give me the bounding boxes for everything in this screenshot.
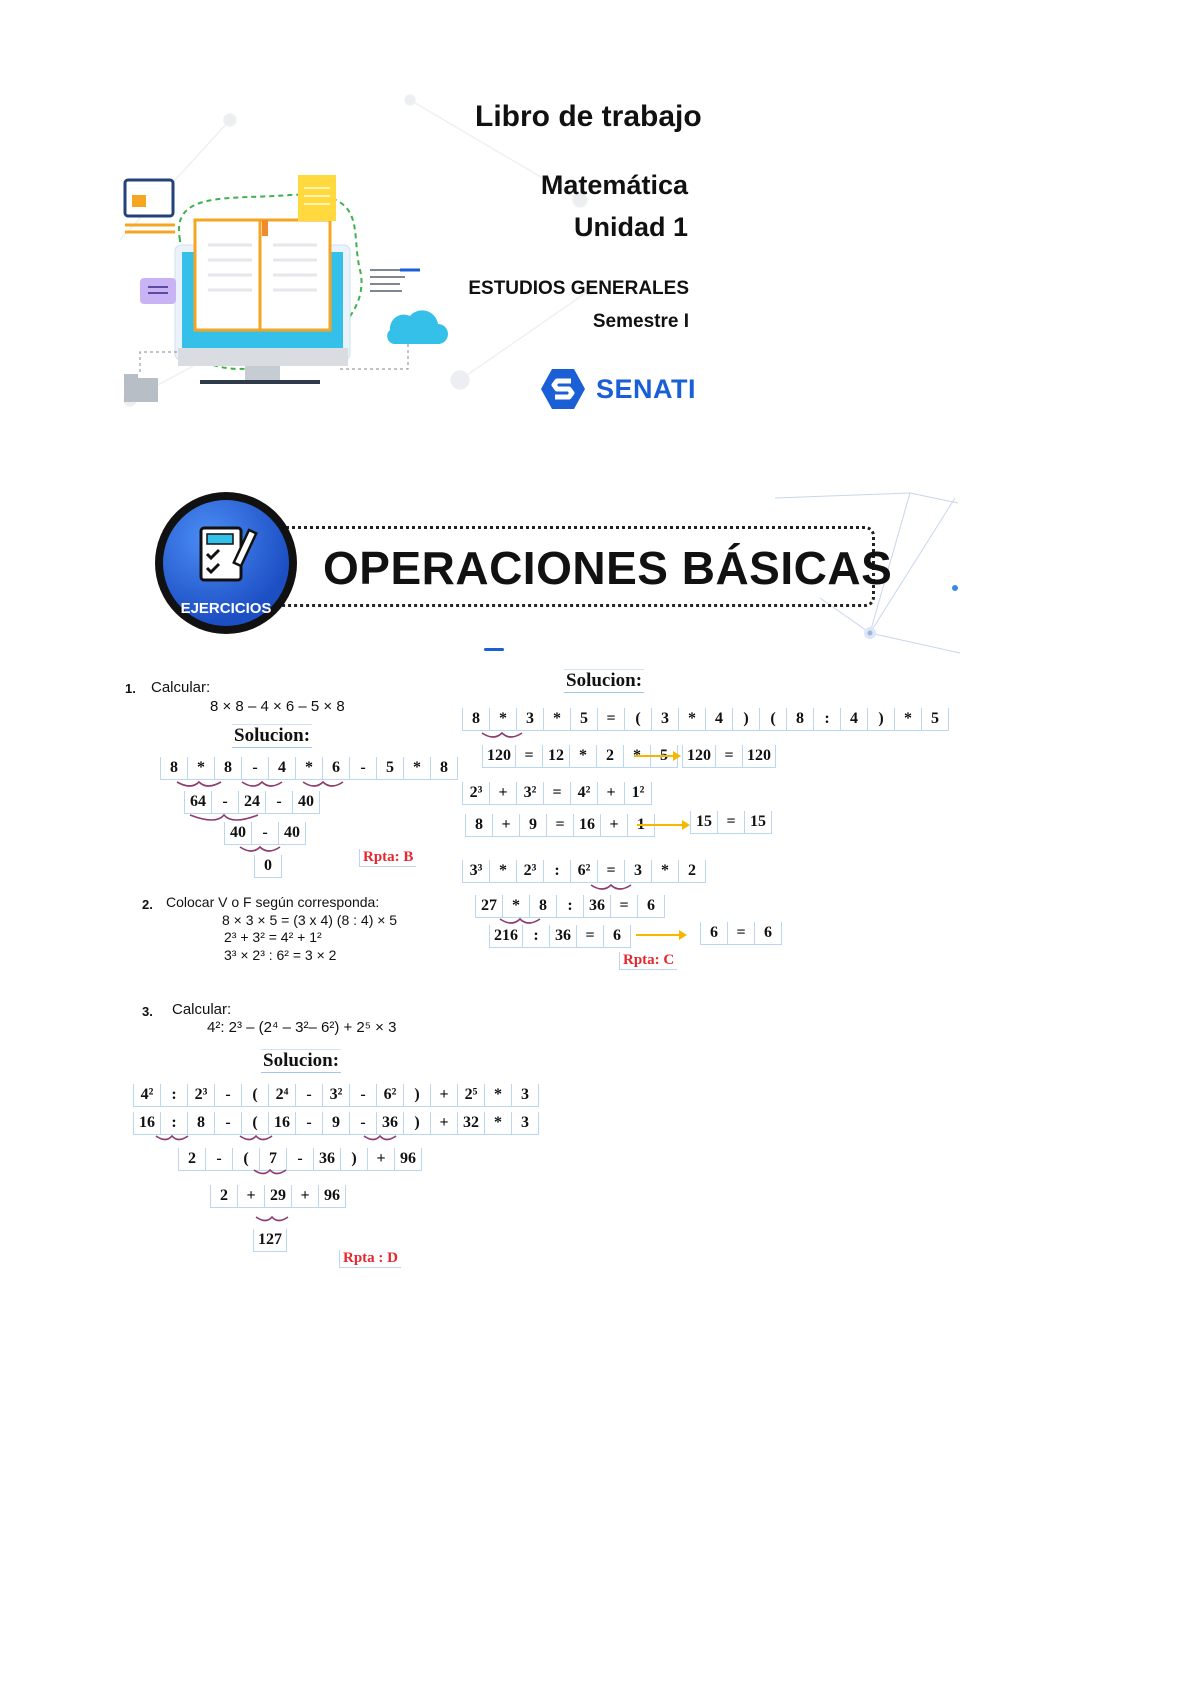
step-cell: *	[543, 708, 570, 731]
step-cell: 127	[253, 1229, 287, 1252]
step-cell: -	[214, 1112, 241, 1135]
step-cell: 0	[254, 855, 282, 878]
step-cell: -	[349, 1084, 376, 1107]
step-cell: :	[160, 1084, 187, 1107]
step-cell: =	[715, 745, 742, 768]
step-cell: *	[489, 708, 516, 731]
step-cell: 4²	[133, 1084, 160, 1107]
step-cell: 6	[754, 922, 782, 945]
step-cell: =	[515, 745, 542, 768]
step-cell: -	[211, 791, 238, 814]
step-cell: (	[241, 1112, 268, 1135]
q3-solution-label: Solucion:	[263, 1050, 340, 1071]
step-cell: 120	[682, 745, 715, 768]
section-title: OPERACIONES BÁSICAS	[323, 542, 893, 594]
step-cell: +	[291, 1185, 318, 1208]
step-cell: 5	[921, 708, 949, 731]
step-cell: -	[295, 1112, 322, 1135]
step-cell: *	[403, 757, 430, 780]
step-cell: 5	[376, 757, 403, 780]
step-cell: 216	[489, 925, 522, 948]
step-cell: )	[732, 708, 759, 731]
q2-number: 2.	[142, 897, 153, 912]
q1-number: 1.	[125, 681, 136, 696]
q3-expression: 4²: 2³ – (2⁴ – 3²– 6²) + 2⁵ × 3	[207, 1019, 397, 1036]
step-cell: (	[232, 1148, 259, 1171]
q3-number: 3.	[142, 1004, 153, 1019]
step-cell: -	[286, 1148, 313, 1171]
step-cell: 6	[700, 922, 727, 945]
step-cell: *	[894, 708, 921, 731]
q1-answer: Rpta: B	[359, 849, 416, 867]
step-cell: -	[205, 1148, 232, 1171]
step-cell: 6	[603, 925, 631, 948]
step-cell: 40	[292, 791, 320, 814]
step-cell: )	[340, 1148, 367, 1171]
step-cell: 6	[637, 895, 665, 918]
step-cell: 3²	[322, 1084, 349, 1107]
step-cell: -	[251, 822, 278, 845]
step-cell: 3	[511, 1112, 539, 1135]
step-cell: 8	[465, 814, 492, 837]
step-cell: :	[813, 708, 840, 731]
step-cell: 12	[542, 745, 569, 768]
step-cell: +	[367, 1148, 394, 1171]
step-cell: +	[492, 814, 519, 837]
step-cell: 2	[596, 745, 623, 768]
step-cell: 1²	[624, 782, 652, 805]
step-cell: 36	[549, 925, 576, 948]
step-cell: *	[502, 895, 529, 918]
step-cell: *	[484, 1084, 511, 1107]
step-cell: 16	[573, 814, 600, 837]
step-cell: 16	[133, 1112, 160, 1135]
step-cell: *	[295, 757, 322, 780]
step-cell: -	[265, 791, 292, 814]
step-cell: 3	[516, 708, 543, 731]
step-cell: 2	[210, 1185, 237, 1208]
step-cell: -	[295, 1084, 322, 1107]
semester-label: Semestre I	[592, 311, 689, 332]
q2-answer: Rpta: C	[619, 952, 677, 970]
step-cell: 2⁴	[268, 1084, 295, 1107]
step-cell: 6	[322, 757, 349, 780]
step-cell: 4	[268, 757, 295, 780]
step-cell: 4	[840, 708, 867, 731]
step-cell: -	[349, 757, 376, 780]
q2-line2: 2³ + 3² = 4² + 1²	[224, 929, 322, 945]
step-cell: (	[759, 708, 786, 731]
step-cell: 4²	[570, 782, 597, 805]
step-cell: 32	[457, 1112, 484, 1135]
step-cell: -	[214, 1084, 241, 1107]
step-cell: 2³	[187, 1084, 214, 1107]
step-cell: 16	[268, 1112, 295, 1135]
step-cell: (	[241, 1084, 268, 1107]
step-cell: 120	[742, 745, 776, 768]
step-cell: =	[597, 860, 624, 883]
step-cell: *	[484, 1112, 511, 1135]
step-cell: 3	[651, 708, 678, 731]
step-cell: =	[576, 925, 603, 948]
step-cell: 36	[583, 895, 610, 918]
step-cell: *	[187, 757, 214, 780]
step-cell: 24	[238, 791, 265, 814]
step-cell: (	[624, 708, 651, 731]
step-cell: 8	[462, 708, 489, 731]
step-cell: 96	[394, 1148, 422, 1171]
q1-solution-label: Solucion:	[234, 725, 311, 746]
step-cell: 2⁵	[457, 1084, 484, 1107]
step-cell: 96	[318, 1185, 346, 1208]
step-cell: *	[651, 860, 678, 883]
step-cell: 6²	[376, 1084, 403, 1107]
q2-text: Colocar V o F según corresponda:	[166, 894, 380, 910]
step-cell: +	[600, 814, 627, 837]
step-cell: 5	[570, 708, 597, 731]
step-cell: 8	[187, 1112, 214, 1135]
step-cell: +	[597, 782, 624, 805]
step-cell: *	[678, 708, 705, 731]
step-cell: 8	[786, 708, 813, 731]
step-cell: 3³	[462, 860, 489, 883]
step-cell: 8	[529, 895, 556, 918]
q1-expression: 8 × 8 – 4 × 6 – 5 × 8	[210, 698, 345, 715]
senati-wordmark: SENATI	[596, 373, 697, 404]
step-cell: -	[349, 1112, 376, 1135]
step-cell: 27	[475, 895, 502, 918]
step-cell: 3²	[516, 782, 543, 805]
step-cell: +	[237, 1185, 264, 1208]
step-cell: 7	[259, 1148, 286, 1171]
step-cell: 8	[430, 757, 458, 780]
step-cell: =	[717, 811, 744, 834]
step-cell: 2	[678, 860, 706, 883]
step-cell: +	[430, 1112, 457, 1135]
step-cell: -	[241, 757, 268, 780]
subject-title: Matemática	[540, 170, 688, 200]
step-cell: 6²	[570, 860, 597, 883]
step-cell: =	[610, 895, 637, 918]
badge-label: EJERCICIOS	[180, 600, 272, 617]
step-cell: =	[727, 922, 754, 945]
q1-text: Calcular:	[151, 679, 211, 696]
step-cell: =	[597, 708, 624, 731]
q2-line1: 8 × 3 × 5 = (3 x 4) (8 : 4) × 5	[222, 912, 398, 928]
step-cell: +	[489, 782, 516, 805]
step-cell: 8	[214, 757, 241, 780]
step-cell: :	[522, 925, 549, 948]
step-cell: 2³	[462, 782, 489, 805]
q3-answer: Rpta : D	[339, 1250, 401, 1268]
step-cell: 40	[224, 822, 251, 845]
step-cell: )	[403, 1084, 430, 1107]
step-cell: 8	[160, 757, 187, 780]
q2-solution-label: Solucion:	[566, 670, 643, 691]
step-cell: =	[546, 814, 573, 837]
q2-line3: 3³ × 2³ : 6² = 3 × 2	[224, 947, 337, 963]
step-cell: :	[160, 1112, 187, 1135]
step-cell: =	[543, 782, 570, 805]
step-cell: )	[867, 708, 894, 731]
step-cell: 64	[184, 791, 211, 814]
step-cell: )	[403, 1112, 430, 1135]
step-cell: :	[543, 860, 570, 883]
workbook-title: Libro de trabajo	[475, 100, 702, 133]
step-cell: 4	[705, 708, 732, 731]
step-cell: 40	[278, 822, 306, 845]
step-cell: 120	[482, 745, 515, 768]
step-cell: 15	[744, 811, 772, 834]
step-cell: 29	[264, 1185, 291, 1208]
step-cell: 9	[322, 1112, 349, 1135]
step-cell: 15	[690, 811, 717, 834]
step-cell: :	[556, 895, 583, 918]
step-cell: 36	[313, 1148, 340, 1171]
unit-title: Unidad 1	[573, 212, 688, 242]
step-cell: 36	[376, 1112, 403, 1135]
step-cell: 9	[519, 814, 546, 837]
step-cell: *	[489, 860, 516, 883]
step-cell: 2	[178, 1148, 205, 1171]
step-cell: *	[569, 745, 596, 768]
step-cell: 2³	[516, 860, 543, 883]
q3-text: Calcular:	[172, 1001, 232, 1018]
step-cell: 3	[511, 1084, 539, 1107]
step-cell: 3	[624, 860, 651, 883]
program-name: ESTUDIOS GENERALES	[468, 278, 689, 299]
step-cell: +	[430, 1084, 457, 1107]
